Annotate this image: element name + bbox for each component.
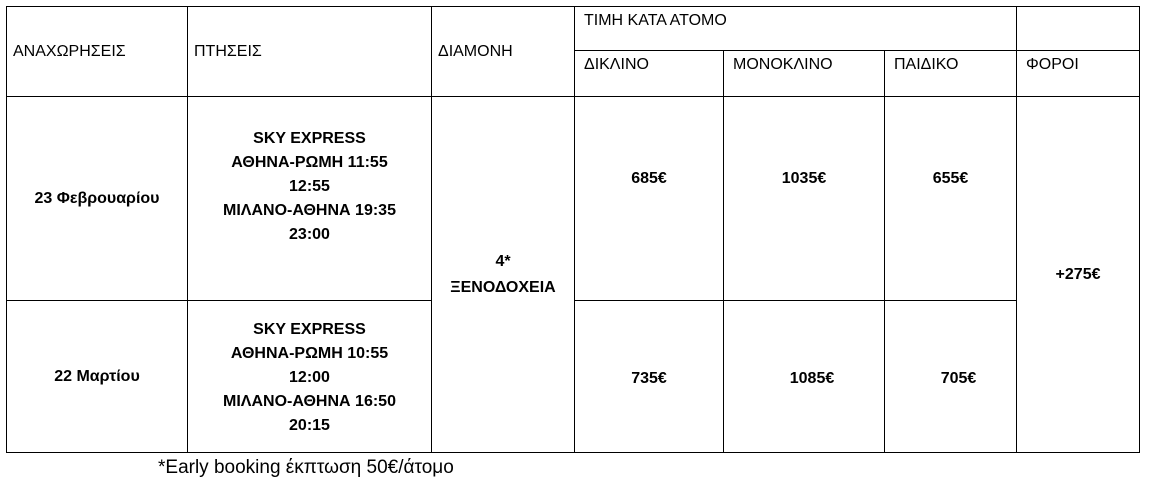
flight-airline: SKY EXPRESS bbox=[253, 321, 366, 338]
early-booking-footnote: *Early booking έκπτωση 50€/άτομο bbox=[158, 457, 454, 478]
flight-details bbox=[188, 97, 432, 301]
header-empty-cell bbox=[1017, 7, 1140, 51]
price-double: 685€ bbox=[575, 97, 724, 301]
taxes-value: +275€ bbox=[1017, 97, 1140, 453]
header-child: ΠΑΙΔΙΚΟ bbox=[885, 51, 1017, 97]
price-single: 1085€ bbox=[724, 301, 885, 453]
flight-outbound-arrival: 12:55 bbox=[289, 178, 330, 195]
header-row-top bbox=[7, 7, 1140, 51]
header-double: ΔΙΚΛΙΝΟ bbox=[575, 51, 724, 97]
flight-return-arrival: 23:00 bbox=[289, 226, 330, 243]
flight-outbound-arrival: 12:00 bbox=[289, 369, 330, 386]
header-taxes: ΦΟΡΟΙ bbox=[1017, 51, 1140, 97]
departure-date: 22 Μαρτίου bbox=[7, 301, 188, 453]
price-child: 705€ bbox=[885, 301, 1017, 453]
price-table bbox=[6, 6, 1140, 453]
header-flights: ΠΤΗΣΕΙΣ bbox=[188, 7, 432, 97]
hotel-stars: 4* bbox=[495, 252, 511, 270]
departure-date: 23 Φεβρουαρίου bbox=[7, 97, 188, 301]
flight-outbound: ΑΘΗΝΑ-ΡΩΜΗ 10:55 bbox=[230, 345, 389, 362]
flight-details bbox=[188, 301, 432, 453]
header-single: ΜΟΝΟΚΛΙΝΟ bbox=[724, 51, 885, 97]
accommodation-cell bbox=[432, 97, 575, 453]
flight-outbound: ΑΘΗΝΑ-ΡΩΜΗ 11:55 bbox=[231, 154, 388, 171]
price-child: 655€ bbox=[885, 97, 1017, 301]
header-departures: ΑΝΑΧΩΡΗΣΕΙΣ bbox=[7, 7, 188, 97]
table-row bbox=[7, 97, 1140, 301]
flight-return: ΜΙΛΑΝΟ-ΑΘΗΝΑ 19:35 bbox=[223, 202, 396, 219]
price-single: 1035€ bbox=[724, 97, 885, 301]
price-double: 735€ bbox=[575, 301, 724, 453]
flight-return: ΜΙΛΑΝΟ-ΑΘΗΝΑ 16:50 bbox=[223, 393, 396, 410]
header-accommodation: ΔΙΑΜΟΝΗ bbox=[432, 7, 575, 97]
flight-return-arrival: 20:15 bbox=[289, 417, 330, 434]
hotel-type: ΞΕΝΟΔΟΧΕΙΑ bbox=[450, 278, 556, 296]
header-price-per-person: ΤΙΜΗ ΚΑΤΑ ΑΤΟΜΟ bbox=[575, 7, 1017, 51]
flight-airline: SKY EXPRESS bbox=[253, 130, 366, 147]
